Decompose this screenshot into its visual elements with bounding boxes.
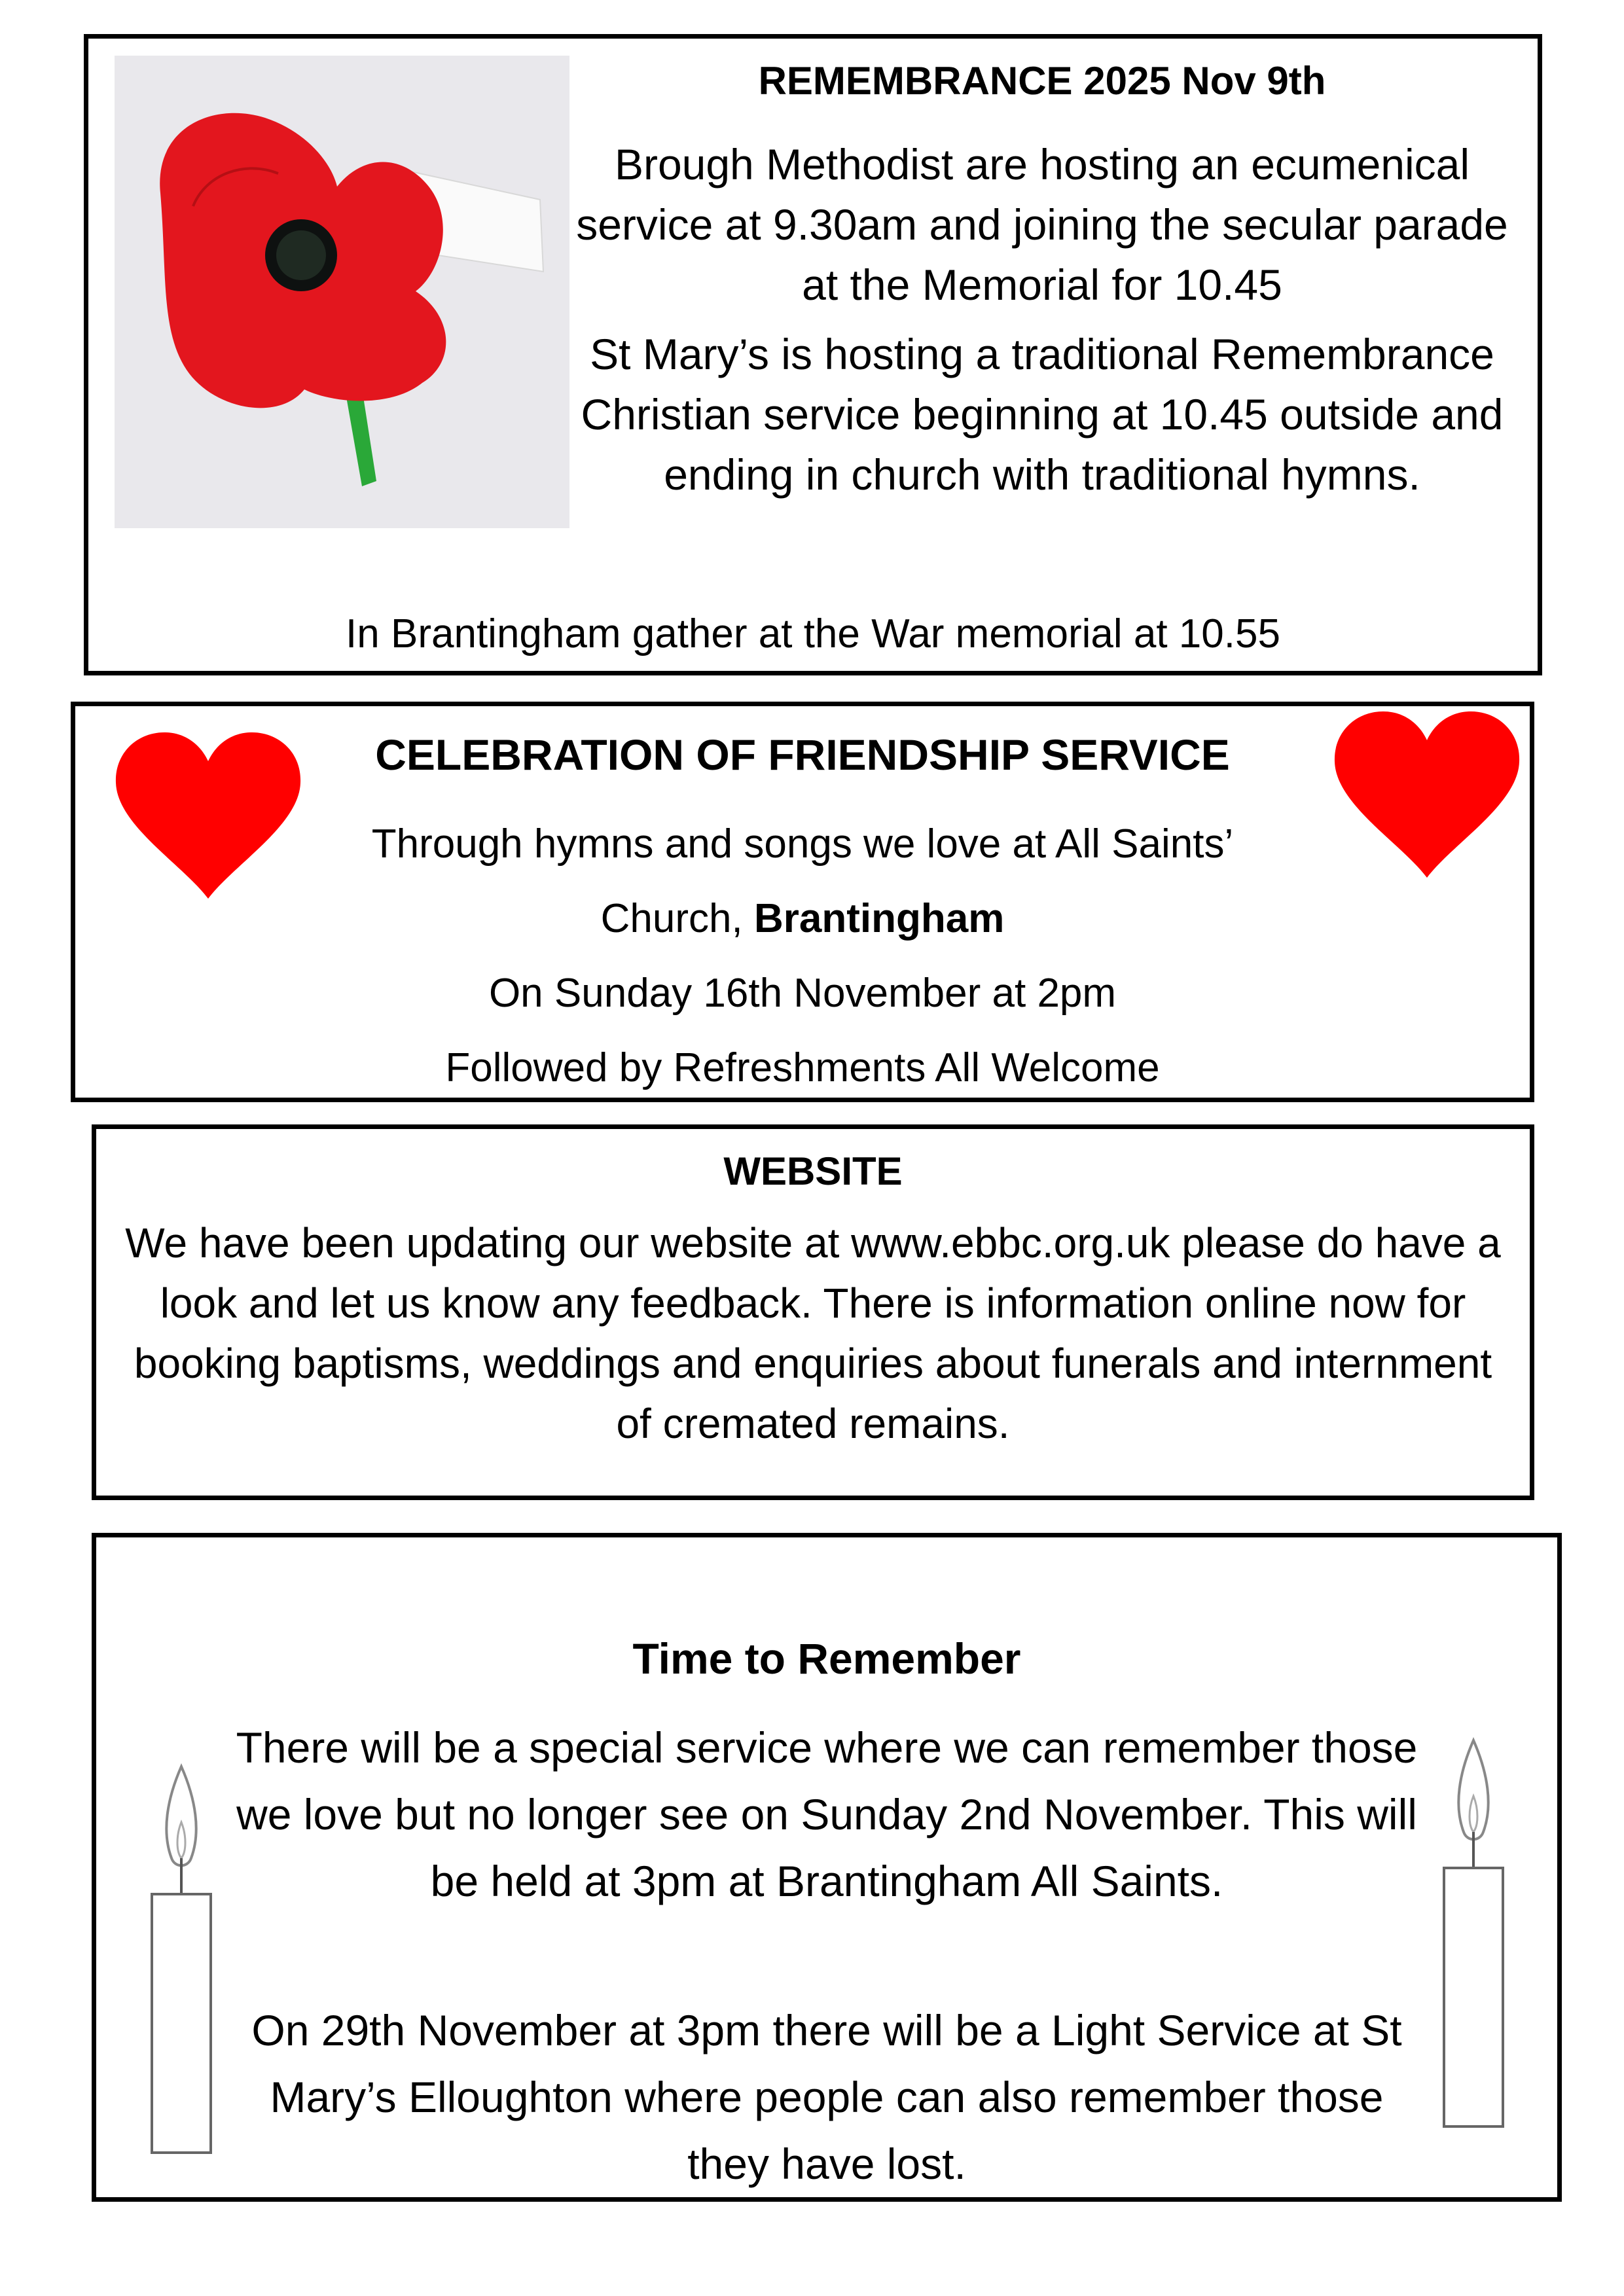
time-to-remember-service-text: There will be a special service where we can remember those we love but no longer see on Sunday 2nd November. This will be held at 3pm at Brantingham All Saints. bbox=[236, 1723, 1418, 1905]
remembrance-brantingham-text: In Brantingham gather at the War memorial at 10.55 bbox=[346, 611, 1280, 656]
remembrance-st-marys-text: St Mary’s is hosting a traditional Remembrance Christian service beginning at 10.45 outside and ending in church with traditional hymns. bbox=[581, 330, 1504, 499]
candle-icon bbox=[1434, 1734, 1513, 2133]
friendship-line-2 bbox=[75, 889, 1530, 948]
website-title: WEBSITE bbox=[723, 1149, 903, 1193]
friendship-location: Brantingham bbox=[753, 896, 1005, 941]
remembrance-title: REMEMBRANCE 2025 Nov 9th bbox=[758, 59, 1326, 103]
friendship-title: CELEBRATION OF FRIENDSHIP SERVICE bbox=[375, 730, 1230, 779]
website-body: We have been updating our website at www.ebbc.org.uk please do have a look and let us know any feedback. There is information online now for booking baptisms, weddings and enquiries about funerals and internment of cremated remains. bbox=[125, 1219, 1501, 1447]
time-to-remember-title: Time to Remember bbox=[632, 1634, 1021, 1683]
friendship-date: On Sunday 16th November at 2pm bbox=[488, 971, 1117, 1016]
friendship-line-2-prefix: Church, bbox=[600, 896, 754, 941]
friendship-box bbox=[71, 702, 1534, 1102]
remembrance-methodist-text: Brough Methodist are hosting an ecumenical service at 9.30am and joining the secular parade at the Memorial for 10.45 bbox=[576, 140, 1508, 309]
candle-icon bbox=[142, 1760, 221, 2159]
friendship-line-1: Through hymns and songs we love at All Saints’ bbox=[371, 821, 1234, 867]
poppy-icon bbox=[115, 56, 569, 528]
time-to-remember-box bbox=[92, 1533, 1562, 2202]
remembrance-box bbox=[84, 34, 1542, 675]
light-service-text: On 29th November at 3pm there will be a Light Service at St Mary’s Elloughton where people can also remember those they have lost. bbox=[251, 2006, 1402, 2188]
website-box bbox=[92, 1124, 1534, 1500]
friendship-refreshments: Followed by Refreshments All Welcome bbox=[445, 1045, 1160, 1090]
